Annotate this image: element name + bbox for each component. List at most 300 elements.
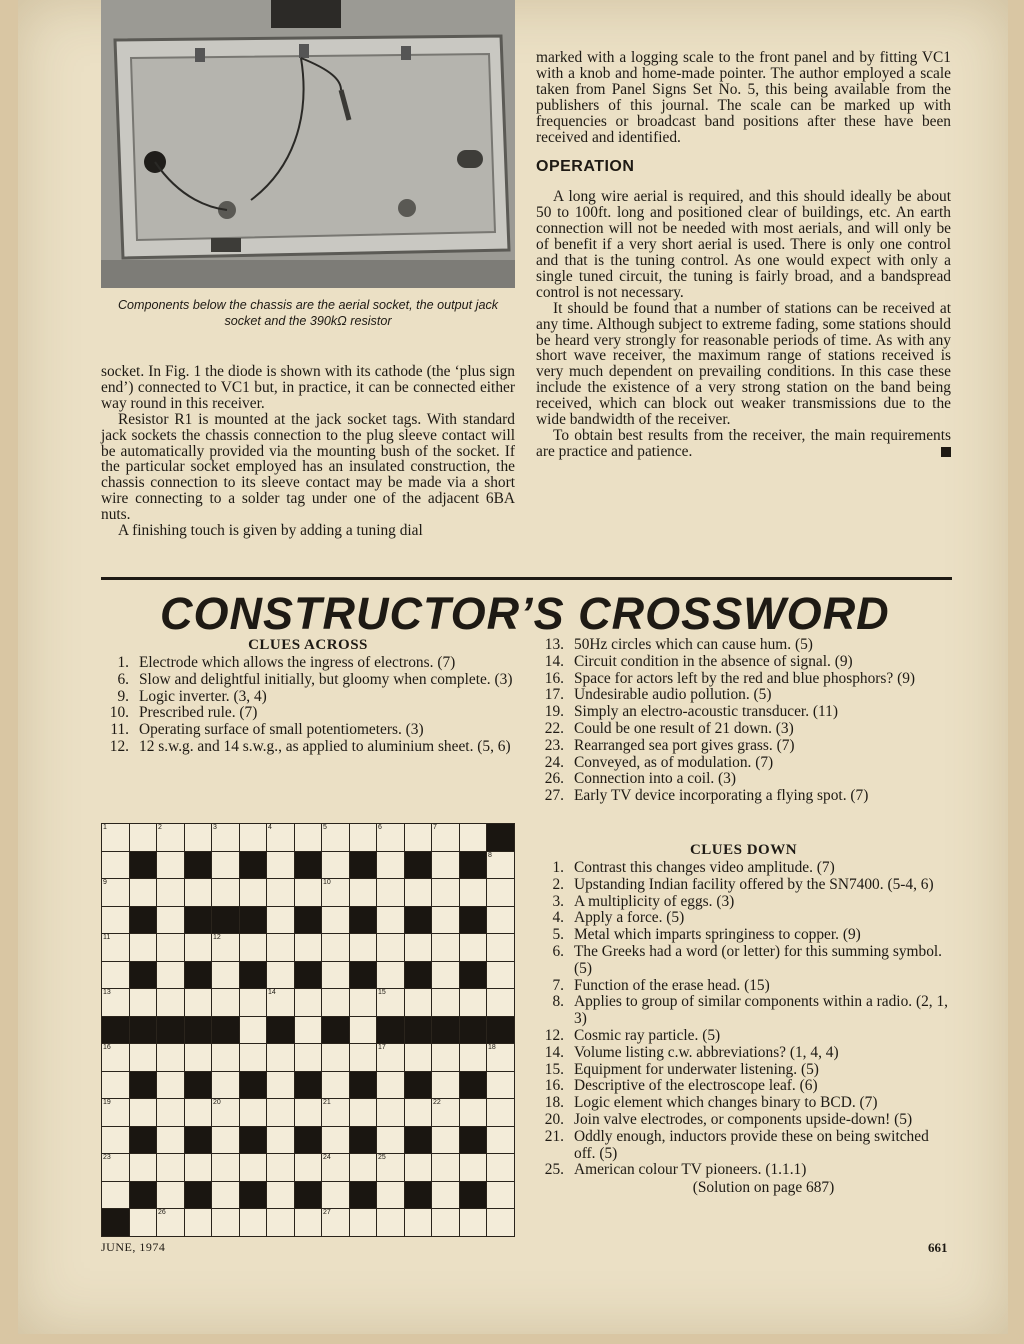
grid-square[interactable] [239,933,268,962]
chassis-photo-drawing [101,0,515,288]
grid-clue-number: 5 [323,824,327,831]
grid-block [459,1071,488,1100]
grid-square[interactable] [459,878,488,907]
clue-text: 50Hz circles which can cause hum. (5) [574,636,813,653]
clue-text: Equipment for underwater listening. (5) [574,1060,819,1078]
section-divider [101,577,952,580]
grid-square[interactable] [294,933,323,962]
grid-square[interactable] [376,961,405,990]
clue-number: 6. [552,942,564,960]
clue-text: American colour TV pioneers. (1.1.1) [574,1161,807,1179]
grid-square[interactable] [184,1098,213,1127]
clue-number: 18. [544,1094,564,1112]
grid-square[interactable] [321,1071,350,1100]
clue-item [536,788,951,805]
article-paragraph: socket. In Fig. 1 the diode is shown with its cathode (the ‘plus sign end’) connected to VC1 but, in practice, it can be connected either way round in this receiver. [101,363,515,412]
grid-block [129,1126,158,1155]
grid-square[interactable] [376,1098,405,1127]
grid-square[interactable] [156,1181,185,1210]
grid-block [459,1181,488,1210]
grid-square[interactable] [211,988,240,1017]
grid-block [129,1016,158,1045]
grid-square[interactable] [294,1016,323,1045]
clue-text: Connection into a coil. (3) [574,770,736,788]
grid-block [404,1126,433,1155]
grid-square[interactable] [404,988,433,1017]
clue-text: Simply an electro-acoustic transducer. (11) [574,703,838,721]
grid-square[interactable] [349,1153,378,1182]
grid-clue-number: 18 [488,1044,496,1051]
grid-square[interactable] [184,933,213,962]
grid-block [349,1126,378,1155]
clue-number: 14. [544,1043,564,1061]
grid-block [459,1016,488,1045]
grid-square[interactable] [156,1043,185,1072]
grid-block [101,1208,130,1237]
grid-clue-number: 11 [103,934,111,941]
grid-square[interactable] [211,1153,240,1182]
clues-down [536,842,951,1196]
grid-square[interactable] [156,851,185,880]
clue-number: 10. [109,704,129,722]
grid-square[interactable] [156,1126,185,1155]
grid-clue-number: 8 [488,851,492,859]
clue-number: 9. [117,687,129,705]
grid-square[interactable] [129,1153,158,1182]
grid-square[interactable] [266,933,295,962]
clue-item [536,927,951,944]
grid-block [239,1126,268,1155]
grid-block [129,1181,158,1210]
grid-block [294,1126,323,1155]
grid-square[interactable] [266,1043,295,1072]
grid-square[interactable] [266,906,295,935]
grid-square[interactable] [321,823,350,852]
clue-text: Logic inverter. (3, 4) [139,687,267,705]
clue-text: Contrast this changes video amplitude. (7) [574,859,835,876]
clue-number: 27. [544,787,564,805]
clue-text: Circuit condition in the absence of signal. (9) [574,652,853,670]
end-mark-icon [941,447,951,457]
grid-square[interactable] [211,1098,240,1127]
clue-item [536,944,951,978]
grid-square[interactable] [239,1208,268,1237]
grid-square[interactable] [101,1126,130,1155]
grid-square[interactable] [294,1153,323,1182]
clue-item [536,671,951,688]
grid-block [486,823,515,852]
grid-square[interactable] [321,906,350,935]
clue-text: Function of the erase head. (15) [574,976,770,994]
solution-note: (Solution on page 687) [692,1179,835,1197]
grid-square[interactable] [431,851,460,880]
grid-square[interactable] [239,1016,268,1045]
grid-square[interactable] [101,988,130,1017]
grid-square[interactable] [239,1043,268,1072]
article-paragraph: It should be found that a number of stations can be received at any time. Although subject to extreme fading, some stations should be heard very strongly for reasonable periods of time. As with any short wave receiver, the maximum range of stations received is very much dependent on prevailing conditions. In this case these include the existence of a very strong station on the band being received, which can block out weaker transmissions due to the wide bandwidth of the receiver. [536,299,951,429]
grid-block [404,906,433,935]
grid-clue-number: 10 [323,879,331,886]
grid-square[interactable] [431,1126,460,1155]
grid-square[interactable] [266,988,295,1017]
grid-square[interactable] [129,1208,158,1237]
grid-square[interactable] [211,823,240,852]
grid-square[interactable] [156,823,185,852]
grid-square[interactable] [156,878,185,907]
grid-square[interactable] [349,1098,378,1127]
clue-item [101,739,515,756]
grid-square[interactable] [239,1098,268,1127]
grid-square[interactable] [431,1208,460,1237]
grid-square[interactable] [376,1126,405,1155]
grid-square[interactable] [266,1071,295,1100]
grid-square[interactable] [156,1208,185,1237]
grid-square[interactable] [266,1126,295,1155]
grid-square[interactable] [101,1153,130,1182]
grid-square[interactable] [211,1181,240,1210]
clue-text: Join valve electrodes, or components upside-down! (5) [574,1110,913,1128]
grid-square[interactable] [431,1153,460,1182]
grid-block [239,1181,268,1210]
clue-item [536,687,951,704]
grid-square[interactable] [239,988,268,1017]
grid-square[interactable] [211,961,240,990]
grid-square[interactable] [156,988,185,1017]
grid-block [184,1016,213,1045]
grid-square[interactable] [404,1043,433,1072]
grid-block [349,851,378,880]
grid-clue-number: 27 [323,1209,331,1216]
grid-block [349,961,378,990]
grid-square[interactable] [211,1208,240,1237]
grid-square[interactable] [321,1208,350,1237]
grid-square[interactable] [349,878,378,907]
grid-square[interactable] [321,1043,350,1072]
grid-block [211,1016,240,1045]
grid-square[interactable] [376,1043,405,1072]
grid-square[interactable] [376,933,405,962]
grid-square[interactable] [404,878,433,907]
grid-block [321,1016,350,1045]
grid-block [239,961,268,990]
clue-item [536,654,951,671]
grid-clue-number: 21 [323,1099,331,1106]
grid-block [431,1016,460,1045]
grid-square[interactable] [184,1043,213,1072]
clue-number: 12. [544,1026,564,1044]
clue-number: 7. [552,976,564,994]
grid-square[interactable] [211,878,240,907]
grid-block [459,851,488,880]
grid-square[interactable] [321,1126,350,1155]
grid-square[interactable] [376,988,405,1017]
grid-square[interactable] [184,878,213,907]
grid-square[interactable] [321,878,350,907]
grid-square[interactable] [459,988,488,1017]
grid-square[interactable] [101,933,130,962]
grid-square[interactable] [294,823,323,852]
grid-square[interactable] [321,961,350,990]
grid-square[interactable] [266,823,295,852]
grid-square[interactable] [294,1208,323,1237]
crossword-title: CONSTRUCTOR’S CROSSWORD [160,588,890,639]
grid-square[interactable] [376,878,405,907]
grid-square[interactable] [321,851,350,880]
grid-square[interactable] [101,851,130,880]
grid-square[interactable] [321,988,350,1017]
grid-square[interactable] [184,823,213,852]
grid-square[interactable] [211,933,240,962]
grid-clue-number: 17 [378,1044,386,1051]
grid-clue-number: 2 [158,824,162,831]
clue-item [536,1162,951,1179]
grid-square[interactable] [431,933,460,962]
grid-block [404,961,433,990]
grid-square[interactable] [404,1153,433,1182]
grid-block [184,1181,213,1210]
grid-square[interactable] [239,823,268,852]
grid-clue-number: 24 [323,1154,331,1161]
clue-text: 12 s.w.g. and 14 s.w.g., as applied to aluminium sheet. (5, 6) [139,737,511,755]
grid-square[interactable] [486,1043,515,1072]
clue-text: Logic element which changes binary to BCD. (7) [574,1094,878,1112]
grid-clue-number: 14 [268,989,276,996]
grid-clue-number: 25 [378,1154,386,1161]
article-paragraph: marked with a logging scale to the front panel and by fitting VC1 with a knob and home-made pointer. The author employed a scale taken from Panel Signs Set No. 5, this being available from the publishers of this journal. The scale can be marked up with frequencies or broadcast band positions after these have been received and identified. [536,49,951,146]
clue-text: Oddly enough, inductors provide these on being switched off. (5) [574,1127,929,1162]
clues-across-part2 [536,637,951,805]
grid-square[interactable] [376,1153,405,1182]
grid-square[interactable] [431,1043,460,1072]
grid-square[interactable] [211,1043,240,1072]
grid-clue-number: 6 [378,824,382,831]
grid-square[interactable] [376,1071,405,1100]
grid-square[interactable] [211,851,240,880]
grid-square[interactable] [376,823,405,852]
clue-text: Apply a force. (5) [574,909,685,927]
clue-item [536,1028,951,1045]
grid-square[interactable] [431,1181,460,1210]
clue-number: 25. [544,1161,564,1179]
clue-number: 13. [544,636,564,653]
grid-square[interactable] [321,1098,350,1127]
grid-square[interactable] [129,1043,158,1072]
clue-item [536,994,951,1028]
grid-block [349,906,378,935]
grid-square[interactable] [459,1098,488,1127]
clue-text: Applies to group of similar components within a radio. (2, 1, 3) [574,993,949,1028]
grid-square[interactable] [431,823,460,852]
grid-square[interactable] [266,878,295,907]
clue-item [536,1045,951,1062]
grid-square[interactable] [129,878,158,907]
clue-item [536,738,951,755]
clue-number: 5. [552,926,564,944]
grid-clue-number: 7 [433,824,437,831]
grid-square[interactable] [129,823,158,852]
grid-square[interactable] [101,1098,130,1127]
article-paragraph: A long wire aerial is required, and this should ideally be about 50 to 100ft. long and positioned clear of buildings, etc. An earth connection will not be needed with most aerials, and will only be of benefit if a very short aerial is used. There is only one control and that is the tuning control. As one would expect with only a single tuned circuit, the tuning is fairly broad, and a bandspread control is not necessary. [536,188,951,301]
chassis-photo [101,0,515,288]
clue-text: Slow and delightful initially, but gloomy when complete. (3) [139,670,513,688]
clue-item [536,1062,951,1079]
grid-square[interactable] [156,1153,185,1182]
clue-text: Could be one result of 21 down. (3) [574,719,794,737]
grid-square[interactable] [294,988,323,1017]
grid-square[interactable] [404,1098,433,1127]
grid-square[interactable] [486,1071,515,1100]
grid-square[interactable] [101,1181,130,1210]
grid-square[interactable] [294,1098,323,1127]
grid-square[interactable] [376,851,405,880]
grid-square[interactable] [211,1126,240,1155]
grid-square[interactable] [184,1208,213,1237]
grid-square[interactable] [239,1153,268,1182]
grid-square[interactable] [486,851,515,880]
grid-square[interactable] [486,933,515,962]
clue-item [536,637,951,654]
grid-square[interactable] [266,1208,295,1237]
clue-item [536,721,951,738]
grid-square[interactable] [486,906,515,935]
grid-square[interactable] [459,823,488,852]
grid-square[interactable] [156,961,185,990]
grid-square[interactable] [266,1153,295,1182]
grid-square[interactable] [349,1016,378,1045]
grid-block [129,961,158,990]
grid-square[interactable] [431,988,460,1017]
grid-square[interactable] [184,988,213,1017]
grid-square[interactable] [486,1098,515,1127]
clue-number: 23. [544,736,564,754]
grid-square[interactable] [486,1181,515,1210]
grid-square[interactable] [156,1071,185,1100]
grid-square[interactable] [101,878,130,907]
grid-block [129,1071,158,1100]
grid-square[interactable] [486,961,515,990]
grid-square[interactable] [349,1208,378,1237]
clue-number: 8. [552,993,564,1011]
grid-square[interactable] [156,933,185,962]
grid-square[interactable] [101,823,130,852]
grid-block [239,851,268,880]
grid-block [266,1016,295,1045]
grid-square[interactable] [239,878,268,907]
grid-square[interactable] [101,961,130,990]
clue-item [101,655,515,672]
grid-square[interactable] [266,851,295,880]
grid-square[interactable] [431,906,460,935]
grid-clue-number: 1 [103,824,107,831]
grid-square[interactable] [129,933,158,962]
article-paragraph: A finishing touch is given by adding a tuning dial [118,522,423,540]
grid-square[interactable] [431,878,460,907]
grid-square[interactable] [431,1071,460,1100]
clue-number: 6. [117,670,129,688]
page-number: 661 [928,1240,948,1255]
grid-block [459,1126,488,1155]
grid-block [184,851,213,880]
clue-text: Electrode which allows the ingress of electrons. (7) [139,654,456,671]
grid-square[interactable] [266,1098,295,1127]
grid-block [129,851,158,880]
grid-square[interactable] [486,1208,515,1237]
grid-square[interactable] [404,933,433,962]
grid-square[interactable] [349,988,378,1017]
grid-square[interactable] [321,1181,350,1210]
grid-square[interactable] [459,1043,488,1072]
grid-square[interactable] [129,1098,158,1127]
grid-square[interactable] [294,878,323,907]
clue-item [101,672,515,689]
grid-square[interactable] [321,933,350,962]
grid-square[interactable] [266,1181,295,1210]
grid-square[interactable] [321,1153,350,1182]
grid-square[interactable] [486,878,515,907]
article-paragraph: Resistor R1 is mounted at the jack socket tags. With standard jack sockets the chassis connection to the plug sleeve contact will be automatically provided via the mounting bush of the socket. If the particular socket employed has an insulated construction, the chassis connection to its sleeve contact may be made via a short wire connecting to a solder tag under one of the adjacent 6BA nuts. [101,410,515,524]
clue-item [536,910,951,927]
grid-square[interactable] [376,906,405,935]
grid-square[interactable] [184,1153,213,1182]
grid-square[interactable] [294,1043,323,1072]
clue-item [536,877,951,894]
grid-square[interactable] [101,906,130,935]
grid-square[interactable] [431,1098,460,1127]
grid-square[interactable] [266,961,295,990]
grid-block [239,906,268,935]
clue-text: Cosmic ray particle. (5) [574,1026,721,1044]
clue-item [101,705,515,722]
grid-square[interactable] [459,933,488,962]
clue-number: 19. [544,703,564,721]
grid-square[interactable] [349,933,378,962]
clue-number: 21. [544,1127,564,1145]
article-paragraph-last [536,428,951,460]
clue-item [536,1078,951,1095]
grid-square[interactable] [376,1181,405,1210]
grid-block [101,1016,130,1045]
grid-square[interactable] [404,823,433,852]
grid-square[interactable] [486,988,515,1017]
clue-number: 14. [544,652,564,670]
clue-item [536,978,951,995]
grid-square[interactable] [486,1153,515,1182]
clue-item [536,704,951,721]
grid-square[interactable] [129,988,158,1017]
grid-square[interactable] [486,1126,515,1155]
across-clue-list [101,655,515,756]
grid-square[interactable] [376,1208,405,1237]
grid-block [184,1071,213,1100]
grid-square[interactable] [156,906,185,935]
grid-square[interactable] [101,1043,130,1072]
grid-square[interactable] [459,1153,488,1182]
grid-square[interactable] [349,1043,378,1072]
grid-block [404,851,433,880]
clue-number: 26. [544,770,564,788]
grid-square[interactable] [156,1098,185,1127]
grid-square[interactable] [459,1208,488,1237]
grid-square[interactable] [211,1071,240,1100]
grid-block [239,1071,268,1100]
grid-square[interactable] [349,823,378,852]
grid-square[interactable] [404,1208,433,1237]
clue-number: 12. [109,737,129,755]
clue-number: 3. [552,892,564,910]
grid-square[interactable] [101,1071,130,1100]
clue-item [536,1129,951,1163]
grid-square[interactable] [431,961,460,990]
